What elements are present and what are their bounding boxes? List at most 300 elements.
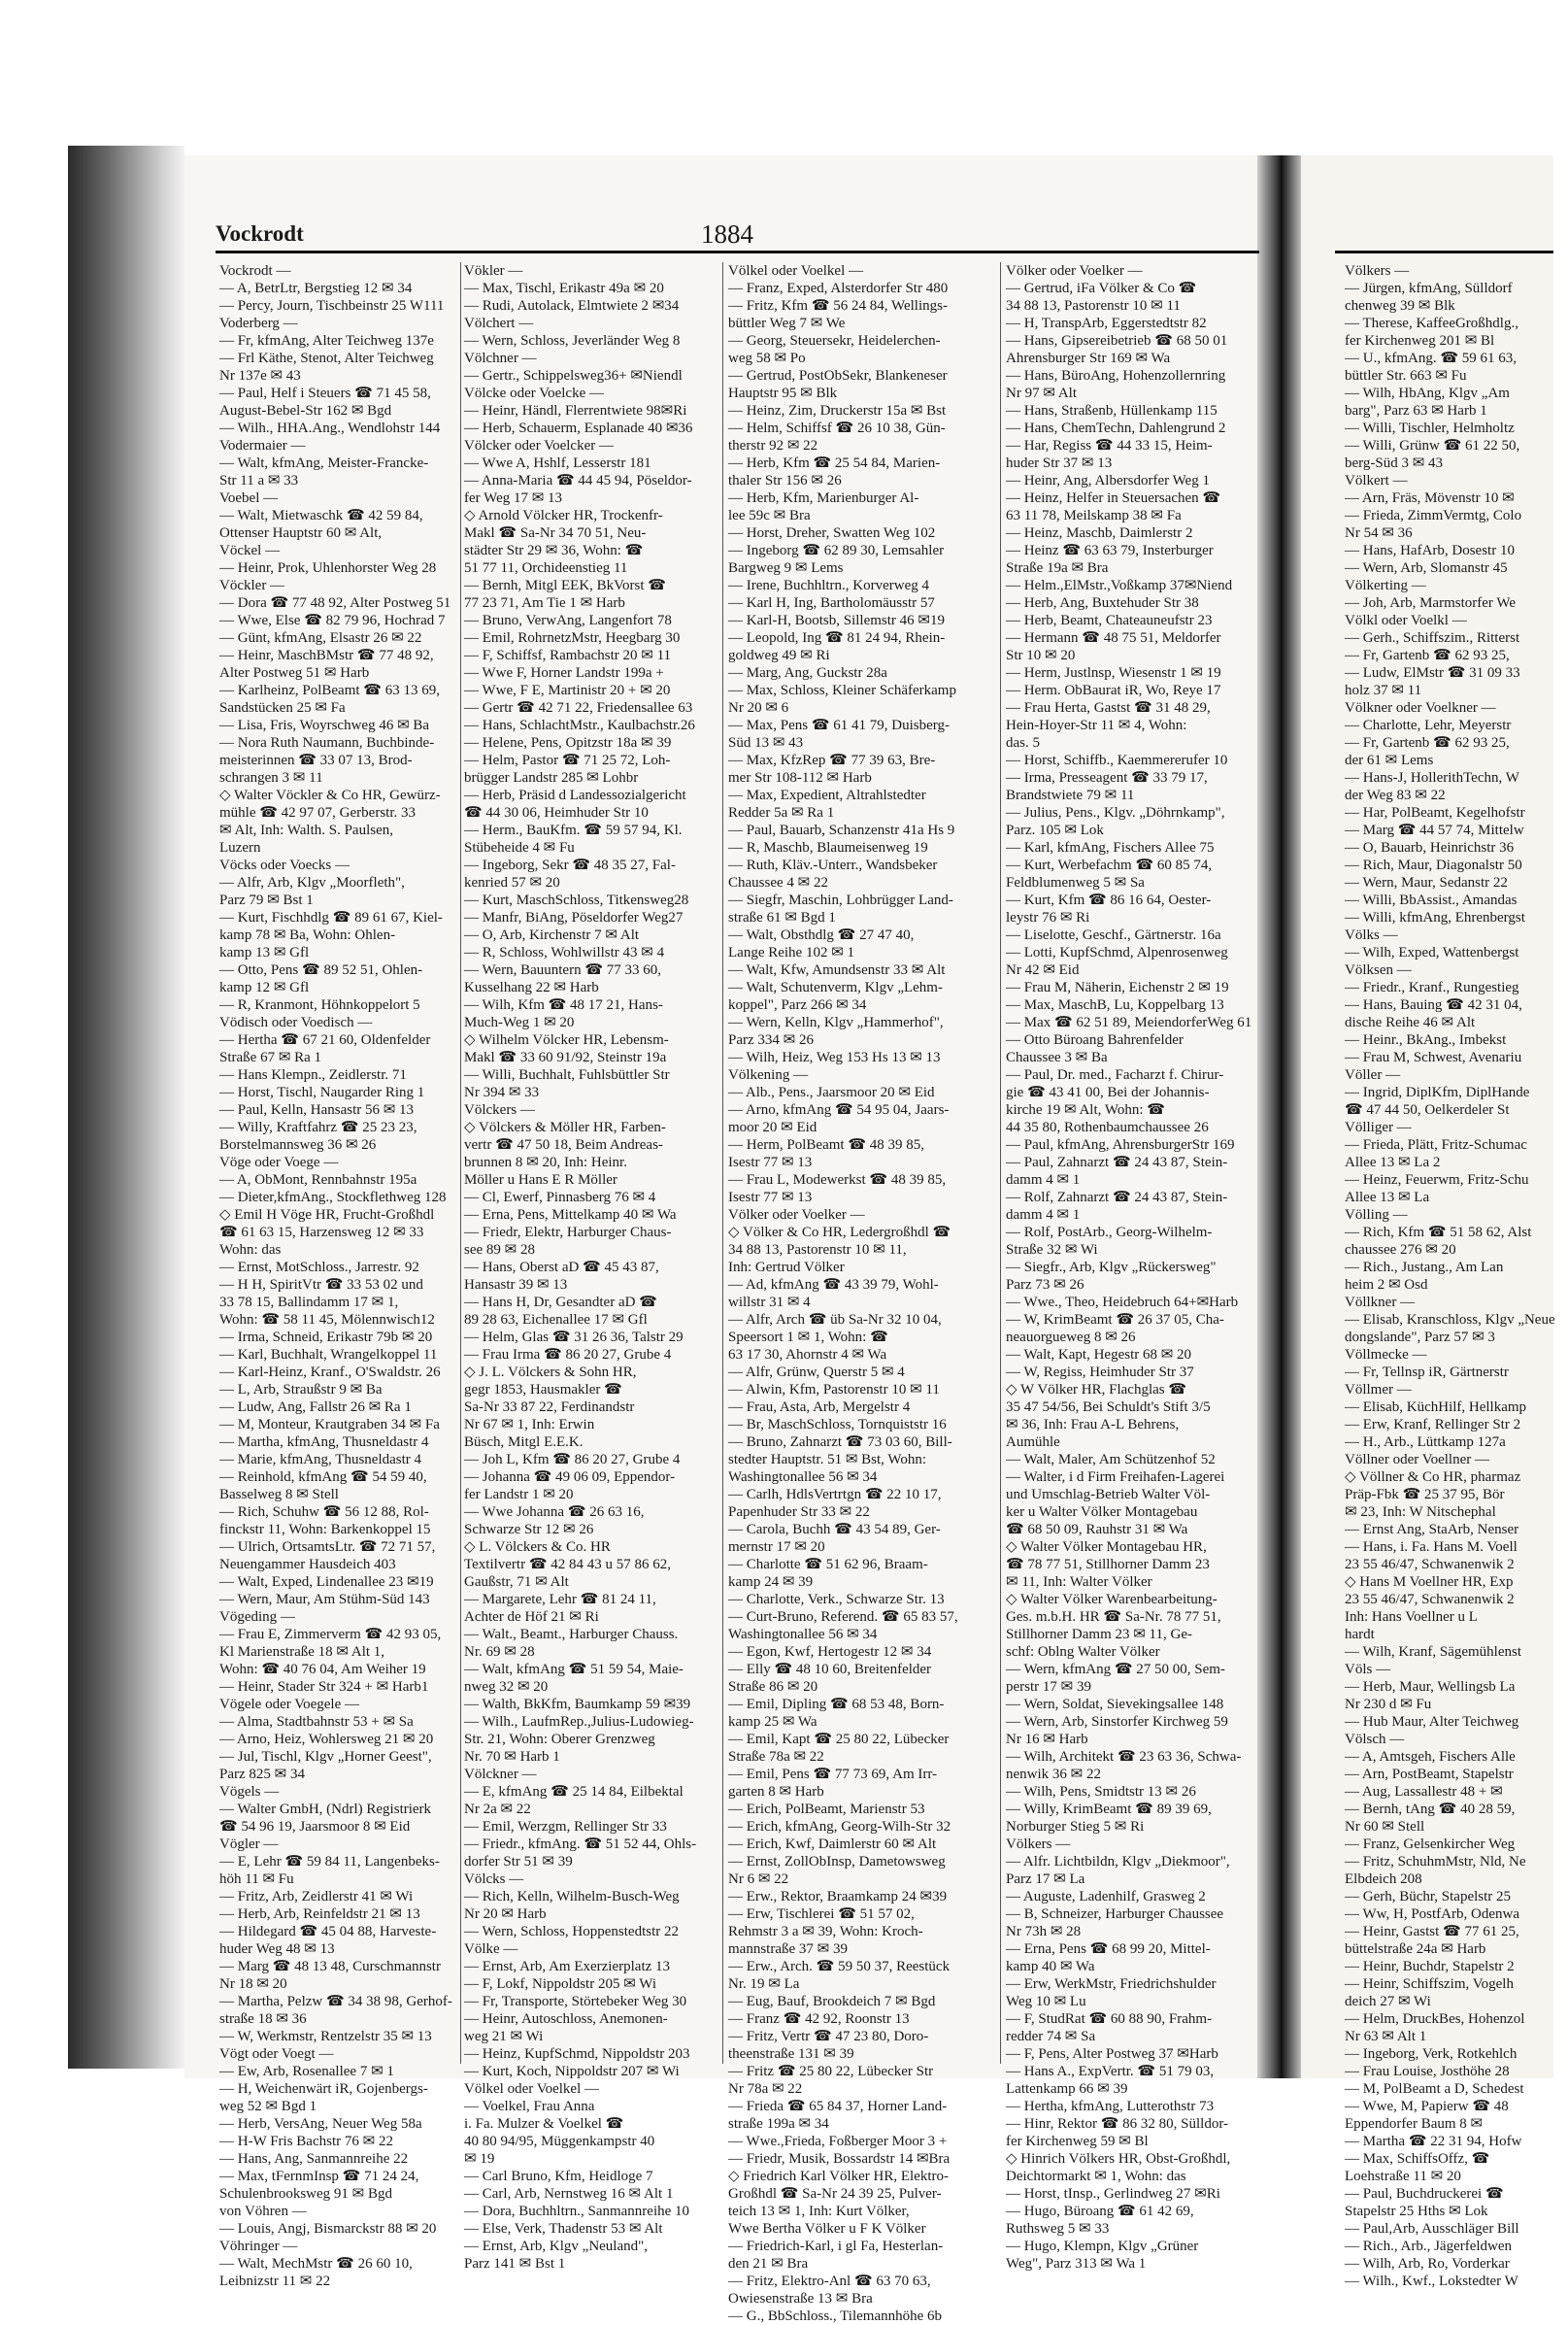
directory-entry-line: — Alma, Stadtbahnstr 53 + ✉ Sa	[219, 1714, 414, 1730]
directory-entry-line: ✉ 36, Inh: Frau A-L Behrens,	[1006, 1417, 1180, 1432]
directory-entry-line: — Gertr., Schippelsweg36+ ✉Niendl	[464, 368, 683, 384]
directory-entry-line: ◇ Friedrich Karl Völker HR, Elektro-	[728, 2169, 950, 2184]
directory-entry-line: — Ernst, Arb, Klgv „Neuland",	[464, 2239, 649, 2254]
directory-entry-line: Sa-Nr 33 87 22, Ferdinandstr	[464, 1399, 635, 1415]
directory-entry-line: — Arn, PostBeamt, Stapelstr	[1345, 1767, 1514, 1782]
directory-entry-line: Völlkner —	[1345, 1295, 1416, 1310]
directory-entry-line: — Alfr, Arch ☎ üb Sa-Nr 32 10 04,	[728, 1312, 942, 1328]
directory-entry-line: Stillhorner Damm 23 ✉ 11, Ge-	[1006, 1627, 1192, 1642]
directory-entry-line: — Hans, SchlachtMstr., Kaulbachstr.26	[464, 718, 695, 733]
directory-entry-line: — Walt, Exped, Lindenallee 23 ✉19	[219, 1574, 434, 1590]
directory-entry-line: — Horst, tInsp., Gerlindweg 27 ✉Ri	[1006, 2186, 1220, 2202]
directory-entry-line: — Walt, kfmAng ☎ 51 59 54, Maie-	[464, 1662, 684, 1677]
directory-entry-line: ◇ W Völker HR, Flachglas ☎	[1006, 1382, 1187, 1398]
directory-entry-line: — Rich, Kfm ☎ 51 58 62, Alst	[1345, 1225, 1532, 1240]
directory-entry-line: — Martha, Pelzw ☎ 34 38 98, Gerhof-	[219, 1994, 452, 2009]
directory-entry-line: — W, Regiss, Heimhuder Str 37	[1006, 1365, 1194, 1380]
directory-entry-line: — Wilh., Kwf., Lokstedter W	[1345, 2274, 1518, 2289]
directory-entry-line: — Fritz, Kfm ☎ 56 24 84, Wellings-	[728, 298, 948, 314]
directory-entry-line: — Wwe, Else ☎ 82 79 96, Hochrad 7	[219, 613, 446, 628]
directory-entry-line: Vödisch oder Voedisch —	[219, 1015, 373, 1030]
directory-entry-line: — Har, PolBeamt, Kegelhofstr	[1345, 805, 1525, 821]
directory-entry-line: Nr 67 ✉ 1, Inh: Erwin	[464, 1417, 595, 1432]
directory-entry-line: Kusselhang 22 ✉ Harb	[464, 980, 599, 995]
directory-entry-line: — Hans Klempn., Zeidlerstr. 71	[219, 1067, 407, 1083]
directory-entry-line: — Alwin, Kfm, Pastorenstr 10 ✉ 11	[728, 1382, 940, 1398]
directory-entry-line: — Wilh, HbAng, Klgv „Am	[1345, 386, 1510, 401]
directory-entry-line: — E, Lehr ☎ 59 84 11, Langenbeks-	[219, 1854, 440, 1870]
directory-entry-line: Völker oder Voelker —	[728, 1207, 865, 1223]
directory-entry-line: berg-Süd 3 ✉ 43	[1345, 455, 1444, 471]
directory-entry-line: Lattenkamp 66 ✉ 39	[1006, 2081, 1128, 2097]
directory-entry-line: — Reinhold, kfmAng ☎ 54 59 40,	[219, 1469, 427, 1485]
directory-entry-line: ◇ J. L. Völckers & Sohn HR,	[464, 1365, 637, 1380]
directory-entry-line: schrangen 3 ✉ 11	[219, 770, 323, 786]
directory-entry-line: straße 199a ✉ 34	[728, 2116, 829, 2132]
directory-entry-line: Wohn: ☎ 58 11 45, Mölennwisch12	[219, 1312, 435, 1328]
directory-entry-line: — Nora Ruth Naumann, Buchbinde-	[219, 735, 435, 751]
directory-entry-line: — Elisab, KüchHilf, Hellkamp	[1345, 1399, 1527, 1415]
directory-entry-line: ◇ Emil H Vöge HR, Frucht-Großhdl	[219, 1207, 435, 1223]
running-head	[216, 221, 1259, 251]
directory-entry-line: — Max, MaschB, Lu, Koppelbarg 13	[1006, 997, 1224, 1013]
directory-entry-line: — Frau M, Schwest, Avenariu	[1345, 1050, 1522, 1065]
directory-entry-line: — Arno, kfmAng ☎ 54 95 04, Jaars-	[728, 1102, 950, 1118]
directory-entry-line: hardt	[1345, 1627, 1375, 1642]
directory-entry-line: — Erw, Tischlerei ☎ 51 57 02,	[728, 1906, 915, 1922]
directory-entry-line: Vöckel —	[219, 543, 281, 558]
directory-entry-line: ◇ Völckers & Möller HR, Farben-	[464, 1120, 666, 1135]
directory-entry-line: Vögele oder Voegele —	[219, 1697, 359, 1712]
directory-entry-line: garten 8 ✉ Harb	[728, 1784, 824, 1800]
directory-entry-line: kamp 24 ✉ 39	[728, 1574, 814, 1590]
directory-entry-line: Vöckler —	[219, 578, 285, 593]
directory-entry-line: Straße 67 ✉ Ra 1	[219, 1050, 322, 1065]
directory-column-2	[464, 262, 718, 2272]
directory-entry-line: — Wwe., Theo, Heidebruch 64+✉Harb	[1006, 1295, 1239, 1310]
directory-entry-line: — Friedr, Musik, Bossardstr 14 ✉Bra	[728, 2151, 951, 2167]
directory-entry-line: Isestr 77 ✉ 13	[728, 1190, 813, 1205]
directory-entry-line: — A, ObMont, Rennbahnstr 195a	[219, 1172, 417, 1188]
directory-entry-line: Völkerting —	[1345, 578, 1426, 593]
directory-entry-line: — Max, tFernmInsp ☎ 71 24 24,	[219, 2169, 419, 2184]
directory-entry-line: — Herb, Schauerm, Esplanade 40 ✉36	[464, 421, 693, 436]
directory-entry-line: Straße 78a ✉ 22	[728, 1749, 824, 1765]
directory-entry-line: Lange Reihe 102 ✉ 1	[728, 945, 855, 960]
directory-entry-line: Ahrensburger Str 169 ✉ Wa	[1006, 351, 1171, 366]
directory-entry-line: Völlmecke —	[1345, 1347, 1427, 1363]
directory-entry-line: Owiesenstraße 13 ✉ Bra	[728, 2291, 873, 2307]
directory-entry-line: — Emil, RohrnetzMstr, Heegbarg 30	[464, 630, 681, 646]
directory-entry-line: — Heinz, Zim, Druckerstr 15a ✉ Bst	[728, 403, 947, 419]
directory-entry-line: — Franz ☎ 42 92, Roonstr 13	[728, 2011, 910, 2027]
directory-entry-line: — Eug, Bauf, Brookdeich 7 ✉ Bgd	[728, 1994, 936, 2009]
directory-entry-line: — Hans, BüroAng, Hohenzollernring	[1006, 368, 1226, 384]
directory-entry-line: Deichtormarkt ✉ 1, Wohn: das	[1006, 2169, 1186, 2184]
directory-entry-line: — Erna, Pens ☎ 68 99 20, Mittel-	[1006, 1941, 1211, 1957]
directory-entry-line: 63 11 78, Meilskamp 38 ✉ Fa	[1006, 508, 1182, 523]
directory-entry-line: — Frieda ☎ 65 84 37, Horner Land-	[728, 2099, 948, 2114]
directory-entry-line: — Wilh, Kranf, Sägemühlenst	[1345, 1644, 1522, 1660]
directory-entry-line: Nr 394 ✉ 33	[464, 1085, 540, 1100]
directory-entry-line: Völlner oder Voellner —	[1345, 1452, 1489, 1467]
directory-entry-line: 44 35 80, Rothenbaumchaussee 26	[1006, 1120, 1209, 1135]
directory-entry-line: — Ernst, MotSchloss., Jarrestr. 92	[219, 1260, 419, 1275]
directory-entry-line: fer Weg 17 ✉ 13	[464, 490, 563, 506]
directory-entry-line: Basselweg 8 ✉ Stell	[219, 1487, 339, 1502]
facing-page-column	[1345, 262, 1568, 2289]
directory-entry-line: ☎ 78 77 51, Stillhorner Damm 23	[1006, 1557, 1210, 1572]
directory-entry-line: Makl ☎ 33 60 91/92, Steinstr 19a	[464, 1050, 667, 1065]
directory-entry-line: Völkers —	[1006, 1836, 1071, 1852]
directory-entry-line: finckstr 11, Wohn: Barkenkoppel 15	[219, 1522, 431, 1537]
directory-entry-line: — Helm, DruckBes, Hohenzol	[1345, 2011, 1525, 2027]
directory-entry-line: Chaussee 4 ✉ 22	[728, 875, 828, 891]
directory-entry-line: — Hub Maur, Alter Teichweg	[1345, 1714, 1519, 1730]
directory-entry-line: — Marg ☎ 44 57 74, Mittelw	[1345, 823, 1524, 838]
directory-entry-line: — Erw., Rektor, Braamkamp 24 ✉39	[728, 1889, 948, 1904]
directory-entry-line: — Friedr, Elektr, Harburger Chaus-	[464, 1225, 672, 1240]
facing-header-rule	[1335, 251, 1553, 253]
directory-entry-line: — Heinr, Ang, Albersdorfer Weg 1	[1006, 473, 1210, 489]
directory-entry-line: — Max, Tischl, Erikastr 49a ✉ 20	[464, 281, 664, 296]
directory-entry-line: — Otto Büroang Bahrenfelder	[1006, 1032, 1184, 1048]
directory-entry-line: — Fritz ☎ 25 80 22, Lübecker Str	[728, 2064, 934, 2079]
directory-entry-line: Schulenbrooksweg 91 ✉ Bgd	[219, 2186, 392, 2202]
directory-entry-line: mernstr 17 ✉ 20	[728, 1539, 825, 1555]
directory-entry-line: — Dieter,kfmAng., Stockflethweg 128	[219, 1190, 447, 1205]
directory-entry-line: — Kurt, Kfm ☎ 86 16 64, Oester-	[1006, 893, 1212, 908]
directory-entry-line: — Helm, Glas ☎ 31 26 36, Talstr 29	[464, 1330, 684, 1345]
directory-entry-line: — Wilh, Architekt ☎ 23 63 36, Schwa-	[1006, 1749, 1242, 1765]
directory-entry-line: — Auguste, Ladenhilf, Grasweg 2	[1006, 1889, 1206, 1904]
directory-entry-line: Much-Weg 1 ✉ 20	[464, 1015, 575, 1030]
directory-entry-line: — Therese, KaffeeGroßhdlg.,	[1345, 316, 1518, 331]
directory-entry-line: — Paul, Kelln, Hansastr 56 ✉ 13	[219, 1102, 415, 1118]
directory-entry-line: — Liselotte, Geschf., Gärtnerstr. 16a	[1006, 927, 1221, 943]
directory-entry-line: — Otto, Pens ☎ 89 52 51, Ohlen-	[219, 962, 423, 978]
directory-entry-line: Nr 20 ✉ Harb	[464, 1906, 547, 1922]
directory-entry-line: kirche 19 ✉ Alt, Wohn: ☎	[1006, 1102, 1165, 1118]
directory-entry-line: perstr 17 ✉ 39	[1006, 1679, 1091, 1695]
directory-entry-line: — Frau Irma ☎ 86 20 27, Grube 4	[464, 1347, 672, 1363]
directory-entry-line: — Dora, Buchhltrn., Sanmannreihe 10	[464, 2204, 690, 2219]
directory-entry-line: — Herb, Präsid d Landessozialgericht	[464, 788, 686, 803]
directory-entry-line: Süd 13 ✉ 43	[728, 735, 804, 751]
directory-entry-line: Nr 6 ✉ 22	[728, 1871, 789, 1887]
directory-entry-line: — Willi, Grünw ☎ 61 22 50,	[1345, 438, 1520, 454]
directory-entry-line: Achter de Höf 21 ✉ Ri	[464, 1609, 599, 1625]
directory-entry-line: — Bernh, Mitgl EEK, BkVorst ☎	[464, 578, 666, 593]
directory-entry-line: ker u Walter Völker Montagebau	[1006, 1504, 1198, 1520]
directory-entry-line: — Heinr., BkAng., Imbekst	[1345, 1032, 1507, 1048]
directory-entry-line: Völksen —	[1345, 962, 1412, 978]
directory-entry-line: 63 17 30, Ahornstr 4 ✉ Wa	[728, 1347, 887, 1363]
directory-entry-line: thaler Str 156 ✉ 26	[728, 473, 842, 489]
directory-entry-line: ◇ L. Völckers & Co. HR	[464, 1539, 611, 1555]
directory-entry-line: Washingtonallee 56 ✉ 34	[728, 1469, 878, 1485]
directory-entry-line: — Max, KfzRep ☎ 77 39 63, Bre-	[728, 753, 936, 768]
directory-entry-line: 34 88 13, Pastorenstr 10 ✉ 11,	[728, 1242, 907, 1258]
directory-entry-line: heim 2 ✉ Osd	[1345, 1277, 1428, 1293]
directory-entry-line: i. Fa. Mulzer & Voelkel ☎	[464, 2116, 624, 2132]
directory-entry-line: Büsch, Mitgl E.E.K.	[464, 1434, 584, 1450]
directory-entry-line: — Walt, Obsthdlg ☎ 27 47 40,	[728, 927, 915, 943]
directory-entry-line: Völkert —	[1345, 473, 1408, 489]
directory-entry-line: — Helm.,ElMstr.,Voßkamp 37✉Niend	[1006, 578, 1233, 593]
directory-entry-line: Vodermaier —	[219, 438, 306, 454]
directory-entry-line: — Ulrich, OrtsamtsLtr. ☎ 72 71 57,	[219, 1539, 436, 1555]
directory-entry-line: — Rolf, Zahnarzt ☎ 24 43 87, Stein-	[1006, 1190, 1228, 1205]
directory-entry-line: — Wwe A, Hshlf, Lesserstr 181	[464, 455, 651, 471]
directory-entry-line: — Ludw, ElMstr ☎ 31 09 33	[1345, 665, 1520, 681]
directory-entry-line: Völkl oder Voelkl —	[1345, 613, 1467, 628]
directory-entry-line: — Helm, Pastor ☎ 71 25 72, Loh-	[464, 753, 671, 768]
directory-entry-line: — Fritz, Arb, Zeidlerstr 41 ✉ Wi	[219, 1889, 414, 1904]
directory-entry-line: — Siegfr., Arb, Klgv „Rückersweg"	[1006, 1260, 1217, 1275]
directory-entry-line: — Walt, Schutenverm, Klgv „Lehm-	[728, 980, 943, 995]
directory-entry-line: Nr 230 d ✉ Fu	[1345, 1697, 1432, 1712]
directory-entry-line: — Hans, Oberst aD ☎ 45 43 87,	[464, 1260, 659, 1275]
directory-entry-line: — Marie, kfmAng, Thusneldastr 4	[219, 1452, 422, 1467]
directory-entry-line: — Wwe Johanna ☎ 26 63 16,	[464, 1504, 645, 1520]
column-divider	[722, 262, 723, 2064]
directory-entry-line: der Weg 83 ✉ 22	[1345, 788, 1446, 803]
directory-entry-line: — Dora ☎ 77 48 92, Alter Postweg 51	[219, 595, 451, 611]
directory-entry-line: — Horst, Tischl, Naugarder Ring 1	[219, 1085, 425, 1100]
directory-entry-line: — Siegfr, Maschin, Lohbrügger Land-	[728, 893, 953, 908]
directory-entry-line: Stübeheide 4 ✉ Fu	[464, 840, 575, 856]
directory-entry-line: ◇ Walter Völker Montagebau HR,	[1006, 1539, 1207, 1555]
directory-entry-line: — Friedr., kfmAng. ☎ 51 52 44, Ohls-	[464, 1836, 697, 1852]
directory-entry-line: Parz 334 ✉ 26	[728, 1032, 814, 1048]
directory-entry-line: neauorgueweg 8 ✉ 26	[1006, 1330, 1136, 1345]
directory-entry-line: — Fr, kfmAng, Alter Teichweg 137e	[219, 333, 434, 349]
directory-entry-line: deich 27 ✉ Wi	[1345, 1994, 1431, 2009]
directory-entry-line: — Wern, Arb, Sinstorfer Kirchweg 59	[1006, 1714, 1228, 1730]
directory-entry-line: — Heinz, KupfSchmd, Nippoldstr 203	[464, 2046, 690, 2062]
directory-entry-line: — Irene, Buchhltrn., Korverweg 4	[728, 578, 930, 593]
directory-entry-line: Völkening —	[728, 1067, 809, 1083]
directory-entry-line: — Hans, HafArb, Dosestr 10	[1345, 543, 1515, 558]
directory-entry-line: — Heinz ☎ 63 63 79, Insterburger	[1006, 543, 1214, 558]
directory-entry-line: — Erw., Arch. ☎ 59 50 37, Reestück	[728, 1959, 951, 1974]
directory-entry-line: — Karl-H, Bootsb, Sillemstr 46 ✉19	[728, 613, 945, 628]
directory-entry-line: mannstraße 37 ✉ 39	[728, 1941, 848, 1957]
directory-entry-line: — Frau Herta, Gastst ☎ 31 48 29,	[1006, 700, 1211, 716]
directory-entry-line: — Walter GmbH, (Ndrl) Registrierk	[219, 1802, 432, 1817]
directory-entry-line: 33 78 15, Ballindamm 17 ✉ 1,	[219, 1295, 399, 1310]
directory-entry-line: stedter Hauptstr. 51 ✉ Bst, Wohn:	[728, 1452, 926, 1467]
directory-entry-line: Völsch —	[1345, 1732, 1405, 1747]
directory-entry-line: — Heinr, Händl, Flerrentwiete 98✉Ri	[464, 403, 687, 419]
directory-entry-line: — Elly ☎ 48 10 60, Breitenfelder	[728, 1662, 932, 1677]
directory-entry-line: Völlmer —	[1345, 1382, 1412, 1398]
directory-entry-line: — Wilh, Kfm ☎ 48 17 21, Hans-	[464, 997, 663, 1013]
directory-entry-line: — Jul, Tischl, Klgv „Horner Geest",	[219, 1749, 432, 1765]
directory-entry-line: Präp-Fbk ☎ 25 37 95, Bör	[1345, 1487, 1505, 1502]
directory-entry-line: — M, PolBeamt a D, Schedest	[1345, 2081, 1524, 2097]
directory-entry-line: — Erw, WerkMstr, Friedrichshulder	[1006, 1976, 1217, 1992]
directory-entry-line: — Gerh., Schiffszim., Ritterst	[1345, 630, 1520, 646]
directory-entry-line: vertr ☎ 47 50 18, Beim Andreas-	[464, 1137, 663, 1153]
directory-entry-line: — Jürgen, kfmAng, Sülldorf	[1345, 281, 1513, 296]
directory-entry-line: — Egon, Kwf, Hertogestr 12 ✉ 34	[728, 1644, 932, 1660]
directory-entry-line: ✉ 19	[464, 2151, 495, 2167]
directory-entry-line: — Rich., Justang., Am Lan	[1345, 1260, 1504, 1275]
directory-entry-line: — Max, SchiffsOffz, ☎	[1345, 2151, 1490, 2167]
directory-column-3	[728, 262, 996, 2324]
directory-entry-line: — Herb, VersAng, Neuer Weg 58a	[219, 2116, 422, 2132]
directory-entry-line: damm 4 ✉ 1	[1006, 1207, 1081, 1223]
directory-entry-line: Parz 73 ✉ 26	[1006, 1277, 1084, 1293]
directory-entry-line: — Willi, Tischler, Helmholtz	[1345, 421, 1515, 436]
directory-entry-line: ◇ Arnold Völcker HR, Trockenfr-	[464, 508, 663, 523]
directory-entry-line: — Emil, Kapt ☎ 25 80 22, Lübecker	[728, 1732, 950, 1747]
directory-entry-line: — W, Werkmstr, Rentzelstr 35 ✉ 13	[219, 2029, 432, 2044]
directory-entry-line: Straße 19a ✉ Bra	[1006, 560, 1109, 576]
directory-entry-line: — Carlh, HdlsVertrtgn ☎ 22 10 17,	[728, 1487, 942, 1502]
directory-entry-line: Ges. m.b.H. HR ☎ Sa-Nr. 78 77 51,	[1006, 1609, 1221, 1625]
directory-entry-line: — Alb., Pens., Jaarsmoor 20 ✉ Eid	[728, 1085, 935, 1100]
directory-entry-line: — Friedrich-Karl, i gl Fa, Hesterlan-	[728, 2239, 944, 2254]
directory-entry-line: Nr 73h ✉ 28	[1006, 1924, 1082, 1939]
directory-entry-line: von Vöhren —	[219, 2204, 307, 2219]
directory-entry-line: — Walt, Maler, Am Schützenhof 52	[1006, 1452, 1216, 1467]
directory-entry-line: — Irma, Schneid, Erikastr 79b ✉ 20	[219, 1330, 433, 1345]
directory-entry-line: — Karl H, Ing, Bartholomäusstr 57	[728, 595, 935, 611]
directory-entry-line: — Horst, Dreher, Swatten Weg 102	[728, 525, 936, 541]
directory-entry-line: Wohn: ☎ 40 76 04, Am Weiher 19	[219, 1662, 426, 1677]
directory-entry-line: — Paul, Bauarb, Schanzenstr 41a Hs 9	[728, 823, 955, 838]
directory-entry-line: — Gertr ☎ 42 71 22, Friedensallee 63	[464, 700, 693, 716]
directory-entry-line: lee 59c ✉ Bra	[728, 508, 811, 523]
directory-entry-line: — Frau, Asta, Arb, Mergelstr 4	[728, 1399, 911, 1415]
directory-entry-line: — Wern, Soldat, Sievekingsallee 148	[1006, 1697, 1224, 1712]
directory-entry-line: — Hans, ChemTechn, Dahlengrund 2	[1006, 421, 1226, 436]
directory-entry-line: — Willi, Buchhalt, Fuhlsbüttler Str	[464, 1067, 670, 1083]
directory-entry-line: — Hermann ☎ 48 75 51, Meldorfer	[1006, 630, 1221, 646]
directory-entry-line: 89 28 63, Eichenallee 17 ✉ Gfl	[464, 1312, 648, 1328]
directory-entry-line: — Max, Expedient, Altrahlstedter	[728, 788, 926, 803]
directory-entry-line: — Curt-Bruno, Referend. ☎ 65 83 57,	[728, 1609, 958, 1625]
directory-entry-line: — Hugo, Klempn, Klgv „Grüner	[1006, 2239, 1199, 2254]
directory-entry-line: straße 61 ✉ Bgd 1	[728, 910, 836, 926]
directory-entry-line: — Joh L, Kfm ☎ 86 20 27, Grube 4	[464, 1452, 681, 1467]
directory-entry-line: — Heinz, Helfer in Steuersachen ☎	[1006, 490, 1221, 506]
directory-entry-line: — Wilh, Arb, Ro, Vorderkar	[1345, 2256, 1510, 2272]
directory-entry-line: brunnen 8 ✉ 20, Inh: Heinr.	[464, 1155, 627, 1170]
directory-entry-line: — Wwe, F E, Martinistr 20 + ✉ 20	[464, 683, 671, 698]
directory-entry-line: — Kurt, Fischhdlg ☎ 89 61 67, Kiel-	[219, 910, 443, 926]
directory-entry-line: — Marg ☎ 48 13 48, Curschmannstr	[219, 1959, 441, 1974]
directory-entry-line: ◇ Hans M Voellner HR, Exp	[1345, 1574, 1514, 1590]
directory-entry-line: — H, TranspArb, Eggerstedtstr 82	[1006, 316, 1207, 331]
directory-entry-line: — Hans-J, HollerithTechn, W	[1345, 770, 1519, 786]
directory-entry-line: therstr 92 ✉ 22	[728, 438, 818, 454]
directory-entry-line: — U., kfmAng. ☎ 59 61 63,	[1345, 351, 1518, 366]
directory-entry-line: — Frieda, Plätt, Fritz-Schumac	[1345, 1137, 1527, 1153]
directory-entry-line: — Heinz, Maschb, Daimlerstr 2	[1006, 525, 1193, 541]
directory-entry-line: Weg 10 ✉ Lu	[1006, 1994, 1086, 2009]
directory-entry-line: redder 74 ✉ Sa	[1006, 2029, 1096, 2044]
directory-entry-line: — Rudi, Autolack, Elmtwiete 2 ✉34	[464, 298, 680, 314]
directory-entry-line: Straße 32 ✉ Wi	[1006, 1242, 1098, 1258]
directory-entry-line: städter Str 29 ✉ 36, Wohn: ☎	[464, 543, 644, 558]
directory-entry-line: — Fr, Gartenb ☎ 62 93 25,	[1345, 648, 1510, 663]
directory-entry-line: Vöcks oder Voecks —	[219, 858, 350, 873]
directory-entry-line: — Horst, Schiffb., Kaemmererufer 10	[1006, 753, 1228, 768]
directory-entry-line: — Wern, Maur, Sedanstr 22	[1345, 875, 1508, 891]
directory-entry-line: — Karlheinz, PolBeamt ☎ 63 13 69,	[219, 683, 440, 698]
directory-entry-line: Allee 13 ✉ La	[1345, 1190, 1430, 1205]
directory-entry-line: — Georg, Steuersekr, Heidelerchen-	[728, 333, 941, 349]
directory-entry-line: kamp 12 ✉ Gfl	[219, 980, 310, 995]
directory-entry-line: — Rolf, PostArb., Georg-Wilhelm-	[1006, 1225, 1213, 1240]
directory-entry-line: — Max, Pens ☎ 61 41 79, Duisberg-	[728, 718, 950, 733]
directory-entry-line: — Erich, kfmAng, Georg-Wilh-Str 32	[728, 1819, 951, 1835]
directory-entry-line: — Hans, Straßenb, Hüllenkamp 115	[1006, 403, 1218, 419]
directory-entry-line: 23 55 46/47, Schwanenwik 2	[1345, 1592, 1515, 1607]
directory-entry-line: Nr 42 ✉ Eid	[1006, 962, 1080, 978]
directory-entry-line: Nr. 69 ✉ 28	[464, 1644, 535, 1660]
directory-entry-line: Ruthsweg 5 ✉ 33	[1006, 2221, 1110, 2237]
directory-entry-line: — Frl Käthe, Stenot, Alter Teichweg	[219, 351, 434, 366]
directory-entry-line: — Hans, Gipsereibetrieb ☎ 68 50 01	[1006, 333, 1228, 349]
directory-entry-line: Vockrodt —	[219, 263, 291, 279]
directory-entry-line: teich 13 ✉ 1, Inh: Kurt Völker,	[728, 2204, 910, 2219]
directory-entry-line: — Helm, Schiffsf ☎ 26 10 38, Gün-	[728, 421, 946, 436]
directory-entry-line: holz 37 ✉ 11	[1345, 683, 1422, 698]
directory-entry-line: — Paul, Buchdruckerei ☎	[1345, 2186, 1504, 2202]
directory-entry-line: Vöhringer —	[219, 2239, 298, 2254]
directory-entry-line: Völker oder Voelker —	[1006, 263, 1143, 279]
directory-entry-line: Inh: Hans Voellner u L	[1345, 1609, 1478, 1625]
directory-entry-line: dorfer Str 51 ✉ 39	[464, 1854, 573, 1870]
directory-entry-line: — Hans, i. Fa. Hans M. Voell	[1345, 1539, 1518, 1555]
directory-entry-line: ◇ Völker & Co HR, Ledergroßhdl ☎	[728, 1225, 951, 1240]
directory-entry-line: — Walt, kfmAng, Meister-Francke-	[219, 455, 429, 471]
directory-entry-line: Völkers —	[1345, 263, 1410, 279]
directory-entry-line: 34 88 13, Pastorenstr 10 ✉ 11	[1006, 298, 1181, 314]
directory-entry-line: — O, Arb, Kirchenstr 7 ✉ Alt	[464, 927, 640, 943]
directory-entry-line: fer Kirchenweg 59 ✉ Bl	[1006, 2134, 1149, 2149]
directory-entry-line: 35 47 54/56, Bei Schuldt's Stift 3/5	[1006, 1399, 1211, 1415]
directory-entry-line: — Hinr, Rektor ☎ 86 32 80, Sülldor-	[1006, 2116, 1229, 2132]
directory-entry-line: ☎ 44 30 06, Heimhuder Str 10	[464, 805, 649, 821]
directory-entry-line: Neuengammer Hausdeich 403	[219, 1557, 396, 1572]
directory-entry-line: — Manfr, BiAng, Pöseldorfer Weg27	[464, 910, 684, 926]
directory-entry-line: — Wern, Schloss, Jeverländer Weg 8	[464, 333, 681, 349]
directory-entry-line: — W, KrimBeamt ☎ 26 37 05, Cha-	[1006, 1312, 1224, 1328]
directory-entry-line: ✉ Alt, Inh: Walth. S. Paulsen,	[219, 823, 394, 838]
directory-entry-line: — Herb, Ang, Buxtehuder Str 38	[1006, 595, 1199, 611]
directory-entry-line: Vöge oder Voege —	[219, 1155, 339, 1170]
directory-entry-line: — Frieda, ZimmVermtg, Colo	[1345, 508, 1522, 523]
directory-entry-line: — Heinr, Autoschloss, Anemonen-	[464, 2011, 668, 2027]
directory-entry-line: Textilvertr ☎ 42 84 43 u 57 86 62,	[464, 1557, 672, 1572]
directory-entry-line: leystr 76 ✉ Ri	[1006, 910, 1090, 926]
directory-entry-line: — R, Kranmont, Höhnkoppelort 5	[219, 997, 420, 1013]
directory-entry-line: kamp 78 ✉ Ba, Wohn: Ohlen-	[219, 927, 396, 943]
directory-entry-line: — Wern, Schloss, Hoppenstedtstr 22	[464, 1924, 680, 1939]
directory-entry-line: Borstelmannsweg 36 ✉ 26	[219, 1137, 377, 1153]
directory-entry-line: 40 80 94/95, Müggenkampstr 40	[464, 2134, 655, 2149]
directory-entry-line: — Erich, Kwf, Daimlerstr 60 ✉ Alt	[728, 1836, 937, 1852]
directory-entry-line: — Fritz, Vertr ☎ 47 23 80, Doro-	[728, 2029, 929, 2044]
directory-entry-line: Washingtonallee 56 ✉ 34	[728, 1627, 878, 1642]
directory-entry-line: — B, Schneizer, Harburger Chaussee	[1006, 1906, 1224, 1922]
